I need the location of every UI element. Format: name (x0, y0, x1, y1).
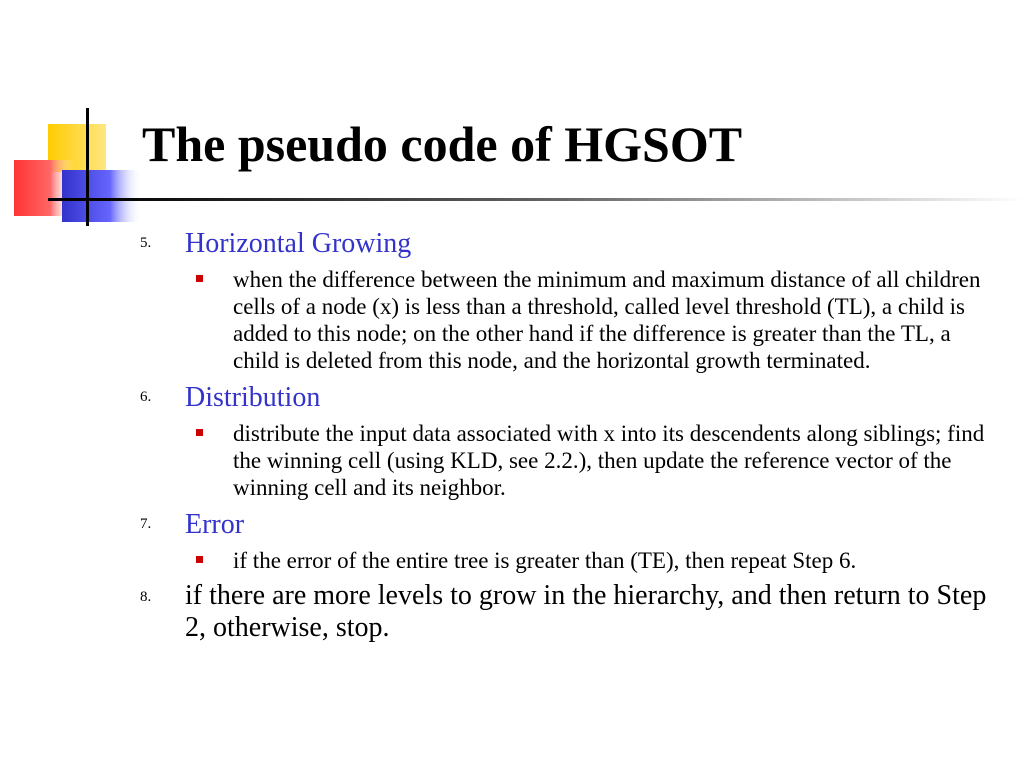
colored-squares-logo (0, 0, 150, 240)
item-number: 6. (140, 389, 152, 405)
sub-bullet-item (185, 266, 1000, 374)
item-text: if there are more levels to grow in the hierarchy, and then return to Step 2, otherwise, stop. (185, 580, 987, 643)
item-number: 5. (140, 235, 152, 251)
square-bullet-icon (196, 275, 203, 282)
sub-bullet-text: if the error of the entire tree is greater than (TE), then repeat Step 6. (233, 548, 857, 573)
sub-bullet-text: when the difference between the minimum and maximum distance of all children cells of a node (x) is less than a threshold, called level threshold (TL), a child is added to this node; on the other hand if the difference is greater than the TL, a child is deleted from this node, and the horizontal growth terminated. (233, 267, 981, 373)
square-bullet-icon (196, 556, 203, 563)
square-bullet-icon (196, 429, 203, 436)
sub-bullet-text: distribute the input data associated with x into its descendents along siblings; find the winning cell (using KLD, see 2.2.), then update the reference vector of the winning cell and its neighbor. (233, 421, 985, 500)
item-heading: Horizontal Growing (185, 228, 412, 259)
slide-title: The pseudo code of HGSOT (142, 116, 743, 172)
list-item-5 (140, 226, 1000, 374)
logo-blue-square (62, 170, 142, 222)
item-number: 8. (140, 589, 152, 605)
slide-content (140, 226, 1000, 644)
sub-bullet-item (185, 420, 1000, 501)
title-underline (96, 198, 1024, 202)
item-heading: Distribution (185, 382, 321, 413)
sub-bullet-item (185, 547, 1000, 574)
item-heading: Error (185, 509, 245, 540)
list-item-6 (140, 380, 1000, 501)
list-item-7 (140, 507, 1000, 574)
item-number: 7. (140, 516, 152, 532)
list-item-8 (140, 580, 1000, 644)
